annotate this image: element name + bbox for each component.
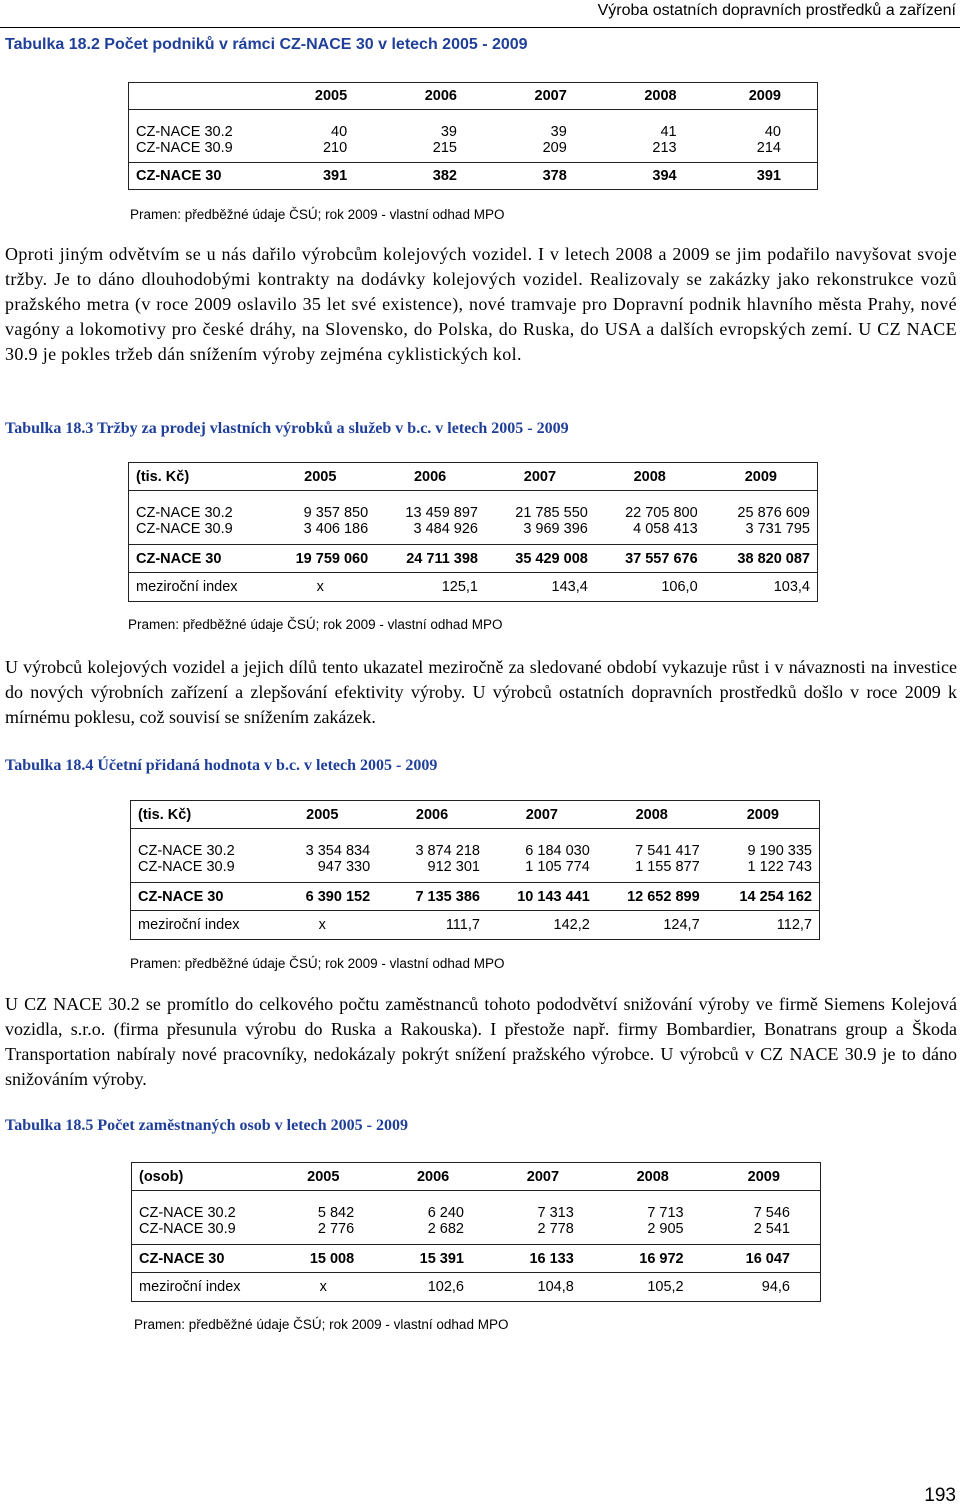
cell: 6 390 152	[305, 888, 371, 905]
cell: 124,7	[663, 917, 700, 933]
cell: 24 711 398	[406, 550, 478, 567]
table3-year: 2005	[306, 806, 339, 823]
cell: 2 905	[647, 1220, 684, 1237]
table-row	[131, 829, 820, 859]
cell: 41	[660, 123, 677, 140]
table1-year: 2009	[748, 88, 781, 104]
table1	[128, 82, 818, 191]
cell: 3 354 834	[305, 842, 371, 859]
cell: 7 541 417	[635, 842, 700, 859]
cell: 7 713	[647, 1204, 684, 1221]
table-row	[131, 859, 820, 883]
table2-caption: Tabulka 18.3 Tržby za prodej vlastních výrobků a služeb v b.c. v letech 2005 - 2009	[5, 420, 569, 437]
cell: 912 301	[427, 858, 480, 875]
row-label: CZ-NACE 30	[136, 168, 222, 184]
cell: 213	[652, 139, 677, 156]
cell: 2 682	[427, 1220, 464, 1237]
table-row	[129, 163, 818, 190]
table-row	[131, 883, 820, 911]
running-head: Výroba ostatních dopravních prostředků a zařízení	[597, 2, 956, 19]
row-label: CZ-NACE 30.9	[136, 520, 233, 537]
cell: 9 357 850	[303, 504, 369, 521]
cell: 16 047	[745, 1250, 790, 1267]
table-row	[129, 573, 818, 602]
cell: 16 972	[639, 1250, 684, 1267]
table3-corner: (tis. Kč)	[138, 806, 192, 823]
table-row	[129, 491, 818, 521]
table1-corner	[129, 83, 266, 110]
table2-year: 2005	[304, 468, 337, 485]
cell: 7 135 386	[415, 888, 480, 905]
cell: x	[319, 1279, 327, 1295]
cell: 382	[432, 168, 457, 184]
cell: 391	[322, 168, 348, 184]
cell: 210	[322, 139, 348, 156]
table3-caption: Tabulka 18.4 Účetní přidaná hodnota v b.c. v letech 2005 - 2009	[5, 757, 438, 774]
cell: 1 122 743	[747, 858, 812, 875]
cell: 19 759 060	[295, 550, 369, 567]
cell: 2 541	[753, 1220, 790, 1237]
cell: 15 008	[309, 1250, 355, 1267]
cell: 7 313	[537, 1204, 574, 1221]
table4-year: 2008	[636, 1168, 669, 1185]
table4-year: 2009	[747, 1168, 780, 1185]
table2-year: 2006	[413, 468, 447, 485]
cell: 2 778	[537, 1220, 574, 1237]
cell: 13 459 897	[405, 504, 478, 521]
row-label: CZ-NACE 30.2	[136, 504, 233, 521]
cell: 15 391	[419, 1250, 464, 1267]
cell: 4 058 413	[633, 520, 698, 537]
row-label: CZ-NACE 30.2	[136, 123, 233, 140]
cell: 102,6	[427, 1279, 464, 1295]
table2-year: 2009	[744, 468, 777, 485]
table1-year: 2008	[644, 88, 677, 104]
cell: 3 406 186	[303, 520, 369, 537]
table-row	[129, 140, 818, 163]
paragraph-3: U CZ NACE 30.2 se promítlo do celkového počtu zaměstnanců tohoto pododvětví snižování výroby ve firmě Siemens Kolejová vozidla, s.r.o. (firma přesunula výrobu do Ruska a Rakouska). I přestože např. firmy Bombardier, Bonatrans group a Škoda Transportation nabíraly nové pracovníky, nedokázaly pokrýt snížení pražského výrobce. U výrobců v CZ NACE 30.9 je to dáno snižováním výroby.	[5, 994, 957, 1089]
cell: 215	[432, 139, 457, 156]
row-label: CZ-NACE 30	[139, 1250, 225, 1267]
cell: 40	[331, 123, 348, 140]
table3-year: 2007	[525, 806, 558, 823]
cell: 143,4	[551, 579, 588, 595]
row-label: meziroční index	[136, 579, 238, 595]
cell: 22 705 800	[625, 504, 698, 521]
cell: 6 240	[427, 1204, 464, 1221]
table4-source: Pramen: předběžné údaje ČSÚ; rok 2009 - vlastní odhad MPO	[134, 1317, 509, 1332]
table1-year: 2005	[314, 88, 348, 104]
cell: 104,8	[537, 1279, 574, 1295]
paragraph-1: Oproti jiným odvětvím se u nás dařilo výrobcům kolejových vozidel. I v letech 2008 a 2009 se jim podařilo navyšovat svoje tržby. Je to dáno dlouhodobými kontrakty na dodávky kolejových vozidel. Realizovaly se zakázky jako rekonstrukce vozů pražského metra (v roce 2009 oslavilo 35 let své existence), nové tramvaje pro Dopravní podnik hlavního města Prahy, nové vagóny a lokomotivy pro české dráhy, na Slovensko, do Polska, do Ruska, do USA a dalších evropských zemí. U CZ NACE 30.9 je pokles tržeb dán snížením výroby zejména cyklistických kol.	[5, 244, 957, 364]
cell: 112,7	[776, 917, 812, 933]
row-label: CZ-NACE 30.2	[138, 842, 235, 859]
row-label: CZ-NACE 30.2	[139, 1204, 236, 1221]
table4-year: 2006	[416, 1168, 450, 1185]
table-row	[131, 911, 820, 940]
cell: 39	[440, 123, 457, 140]
cell: 1 155 877	[635, 858, 700, 875]
cell: 10 143 441	[517, 888, 590, 905]
row-label: CZ-NACE 30.9	[138, 858, 235, 875]
cell: 3 484 926	[413, 520, 478, 537]
cell: 111,7	[445, 917, 480, 933]
table-row	[132, 1191, 821, 1221]
table4-year: 2007	[526, 1168, 560, 1185]
cell: 94,6	[761, 1279, 790, 1295]
cell: 106,0	[661, 579, 698, 595]
header-rule	[0, 27, 960, 28]
table-row	[129, 110, 818, 140]
table3-source: Pramen: předběžné údaje ČSÚ; rok 2009 - vlastní odhad MPO	[130, 956, 505, 971]
cell: 5 842	[317, 1204, 355, 1221]
cell: 3 969 396	[523, 520, 588, 537]
cell: 9 190 335	[747, 842, 812, 859]
table1-source: Pramen: předběžné údaje ČSÚ; rok 2009 - vlastní odhad MPO	[130, 207, 505, 222]
table3-year: 2006	[415, 806, 449, 823]
cell: 1 105 774	[525, 858, 590, 875]
cell: 38 820 087	[737, 550, 810, 567]
row-label: CZ-NACE 30.9	[139, 1220, 236, 1237]
cell: 37 557 676	[625, 550, 698, 567]
table1-year: 2007	[534, 88, 567, 104]
row-label: meziroční index	[138, 917, 240, 933]
paragraph-2: U výrobců kolejových vozidel a jejich dílů tento ukazatel meziročně za sledované období vykazuje růst i v návaznosti na investice do nových výrobních zařízení a zlepšování efektivity výroby. U výrobců ostatních dopravních prostředků došlo v roce 2009 k mírnému poklesu, což souvisí se snížením zakázek.	[5, 657, 957, 727]
cell: 103,4	[773, 579, 810, 595]
cell: 35 429 008	[515, 550, 588, 567]
table-row	[129, 521, 818, 545]
row-label: meziroční index	[139, 1279, 241, 1295]
table4-year: 2005	[307, 1168, 340, 1185]
table2-year: 2008	[633, 468, 666, 485]
table1-caption: Tabulka 18.2 Počet podniků v rámci CZ-NACE 30 v letech 2005 - 2009	[5, 36, 528, 53]
cell: 378	[542, 168, 567, 184]
cell: 125,1	[441, 579, 478, 595]
cell: 39	[550, 123, 567, 140]
page-number: 193	[924, 1485, 956, 1506]
table2-source: Pramen: předběžné údaje ČSÚ; rok 2009 - vlastní odhad MPO	[128, 617, 503, 632]
cell: 3 874 218	[415, 842, 480, 859]
cell: 947 330	[317, 858, 371, 875]
cell: 105,2	[647, 1279, 684, 1295]
table4-corner: (osob)	[139, 1168, 184, 1185]
table-row	[129, 545, 818, 573]
cell: 394	[652, 168, 677, 184]
table-row	[132, 1245, 821, 1273]
table3-year: 2008	[635, 806, 668, 823]
row-label: CZ-NACE 30	[138, 888, 224, 905]
cell: x	[316, 579, 324, 595]
table3-year: 2009	[746, 806, 779, 823]
row-label: CZ-NACE 30.9	[136, 139, 233, 156]
cell: x	[318, 917, 326, 933]
cell: 6 184 030	[525, 842, 590, 859]
table3	[130, 800, 820, 940]
cell: 142,2	[553, 917, 590, 933]
cell: 16 133	[529, 1250, 574, 1267]
cell: 391	[756, 168, 781, 184]
cell: 7 546	[753, 1204, 790, 1221]
table4-caption: Tabulka 18.5 Počet zaměstnaných osob v letech 2005 - 2009	[5, 1117, 408, 1134]
cell: 40	[764, 123, 781, 140]
cell: 214	[756, 139, 781, 156]
cell: 209	[542, 139, 567, 156]
table2	[128, 462, 818, 602]
table-row	[132, 1273, 821, 1302]
cell: 14 254 162	[739, 888, 812, 905]
table1-year: 2006	[424, 88, 457, 104]
cell: 21 785 550	[515, 504, 588, 521]
cell: 2 776	[317, 1220, 355, 1237]
cell: 12 652 899	[627, 888, 700, 905]
cell: 3 731 795	[745, 520, 810, 537]
row-label: CZ-NACE 30	[136, 550, 222, 567]
cell: 25 876 609	[737, 504, 810, 521]
table4	[131, 1162, 821, 1302]
table2-corner: (tis. Kč)	[136, 468, 190, 485]
table-row	[132, 1221, 821, 1245]
table2-year: 2007	[523, 468, 557, 485]
